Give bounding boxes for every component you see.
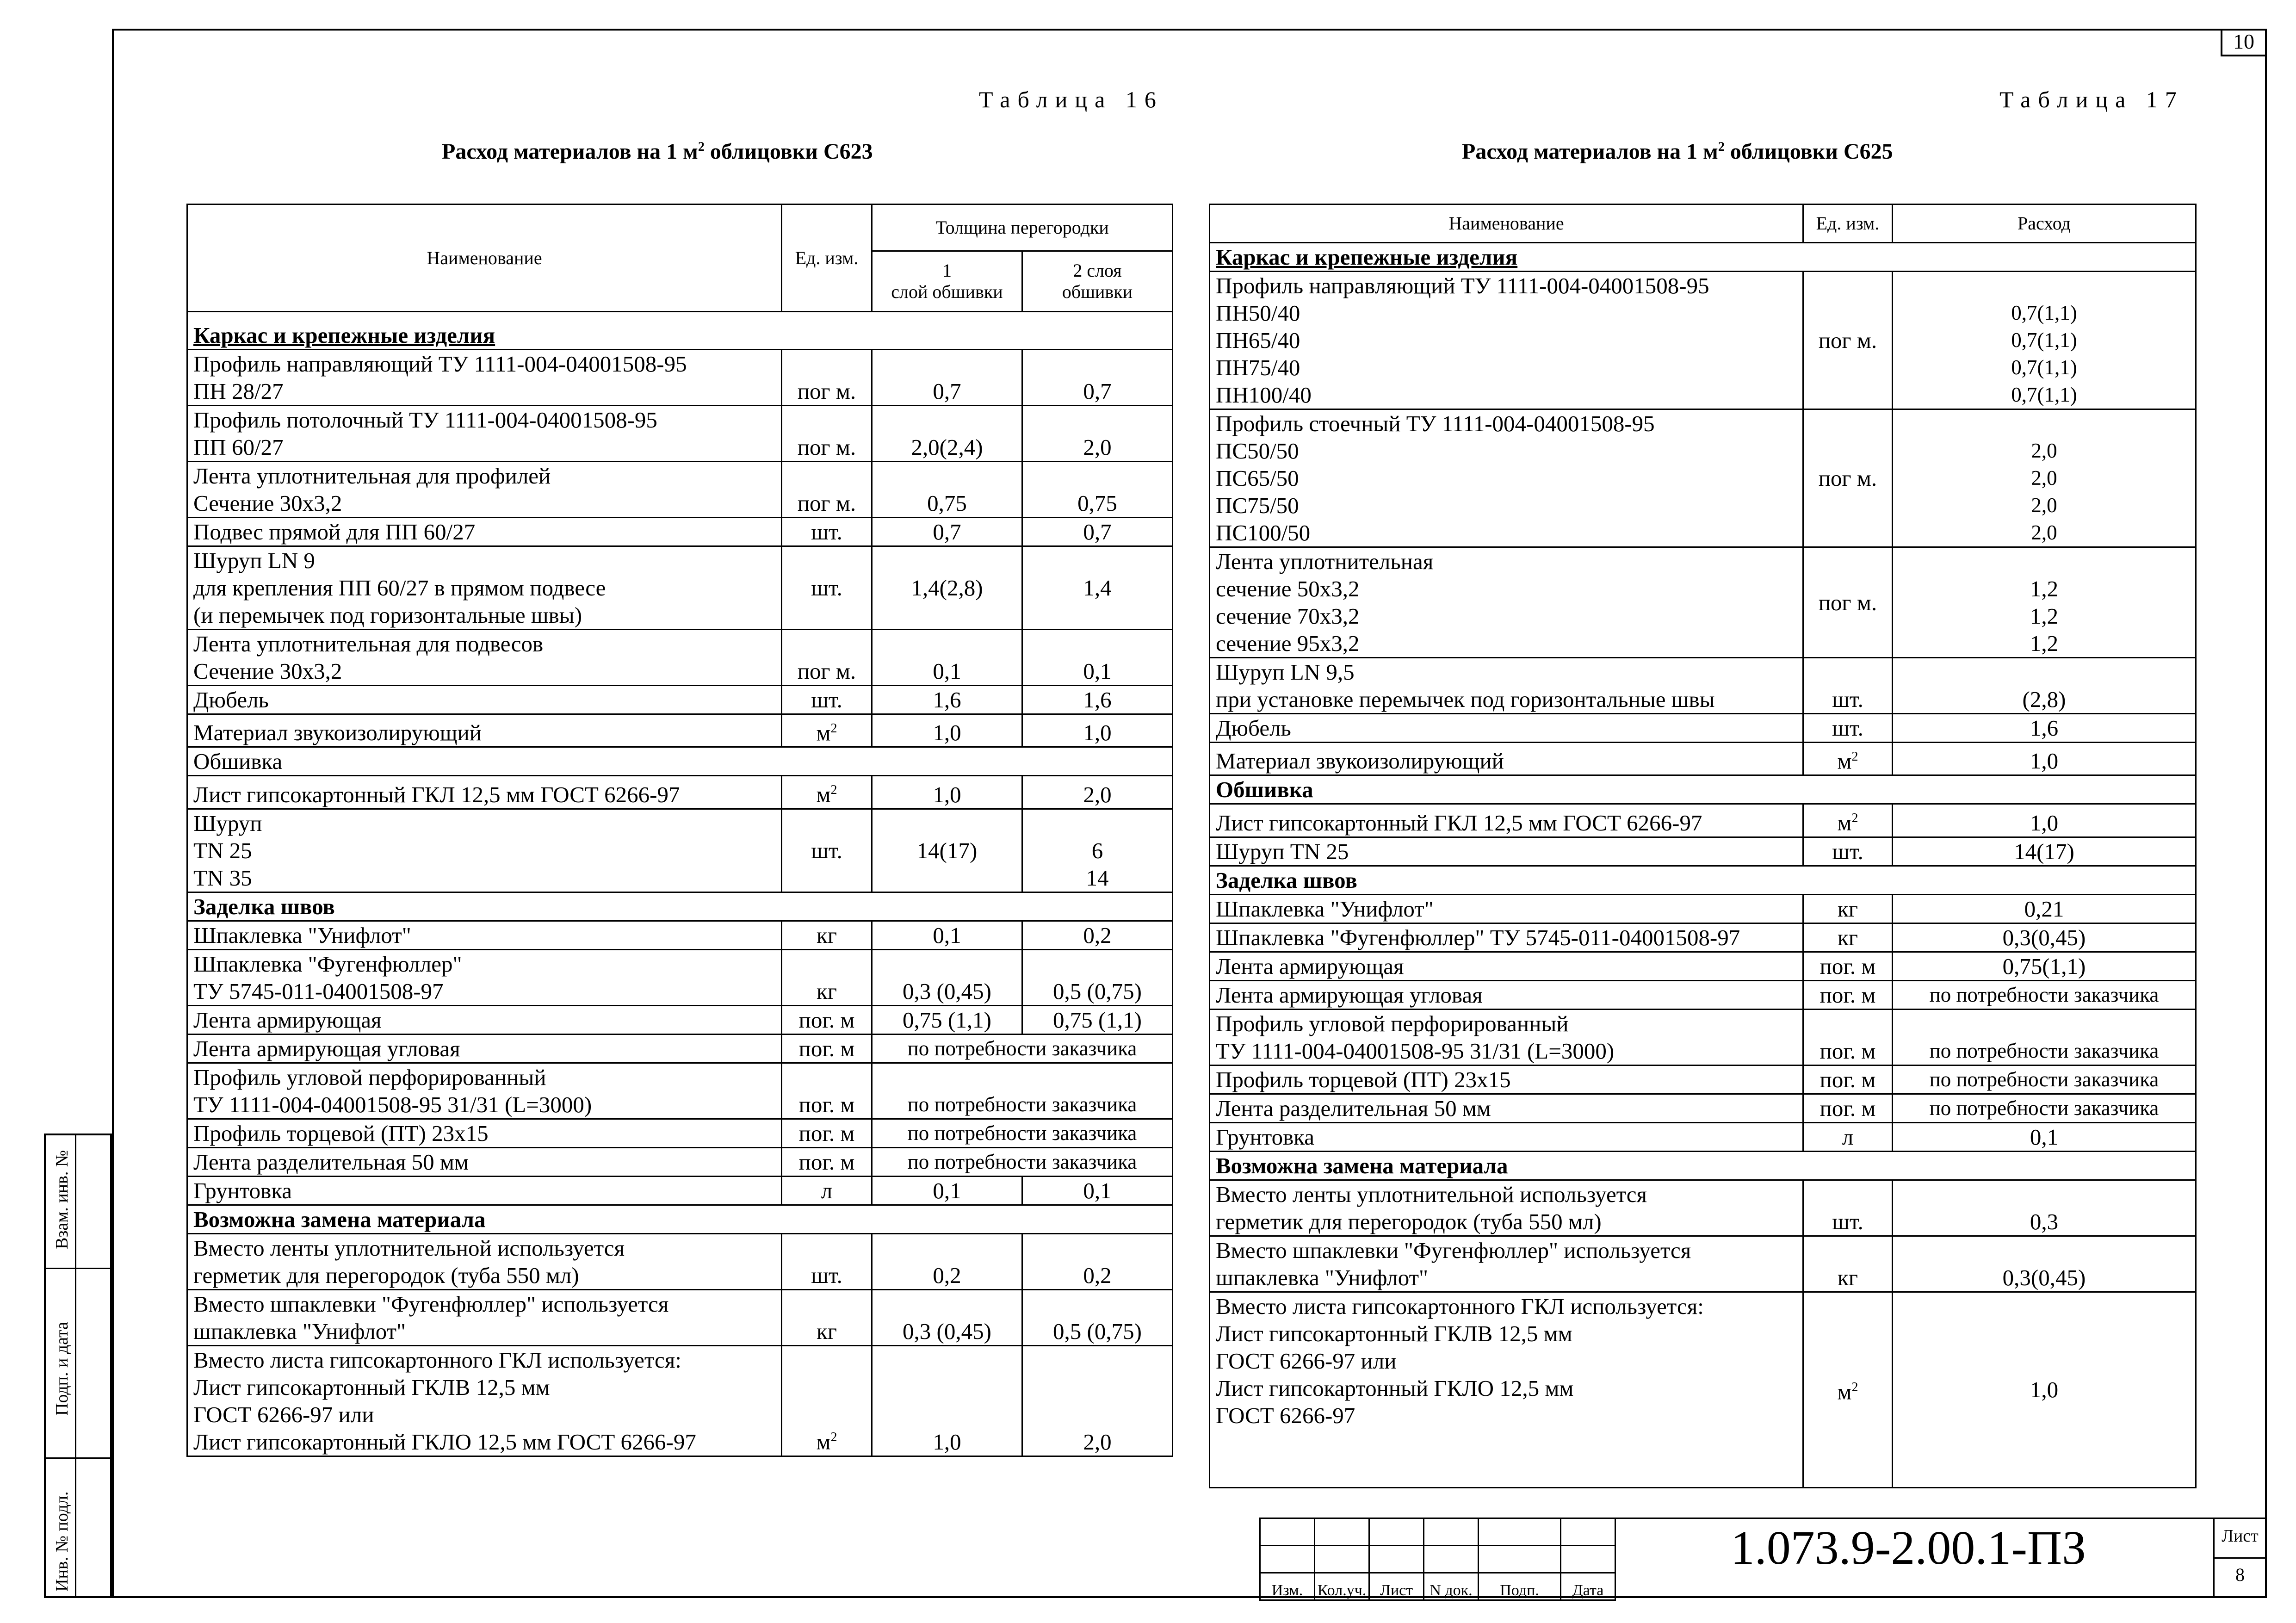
consumption-2-layers: 0,1	[1022, 630, 1173, 686]
consumption: 0,21	[1893, 894, 2196, 923]
unit: шт.	[782, 809, 872, 892]
unit: кг	[782, 949, 872, 1005]
material-name: Профиль потолочный ТУ 1111-004-04001508-95 ПП 60/27	[187, 406, 782, 462]
section-title: Каркас и крепежные изделия	[187, 312, 1173, 350]
sheet-number: 8	[2235, 1564, 2245, 1585]
unit: пог. м	[782, 1119, 872, 1147]
table-row	[187, 1345, 1173, 1456]
table-row	[187, 921, 1173, 949]
consumption-1-layer: 0,3 (0,45)	[872, 1289, 1022, 1345]
table-row	[1210, 804, 2196, 837]
consumption: 1,0	[1893, 1292, 2196, 1487]
section-title: Заделка швов	[1210, 866, 2196, 894]
unit: $м^2$	[782, 714, 872, 747]
material-name: Профиль торцевой (ПТ) 23х15	[187, 1119, 782, 1147]
consumption-1-layer: 0,75 (1,1)	[872, 1005, 1022, 1034]
table-row	[187, 1176, 1173, 1205]
consumption: 0,3(0,45)	[1893, 1236, 2196, 1292]
material-name: Шпаклевка "Фугенфюллер" ТУ 5745-011-04001508-97	[187, 949, 782, 1005]
table-row	[187, 949, 1173, 1005]
unit: $м^2$	[1803, 743, 1893, 775]
section-title: Обшивка	[1210, 775, 2196, 804]
sheet-box-divider	[2213, 1557, 2267, 1559]
material-name: Вместо шпаклевки "Фугенфюллер" используется шпаклевка "Унифлот"	[1210, 1236, 1803, 1292]
consumption: 1,6	[1893, 714, 2196, 743]
table-row	[1210, 547, 2196, 658]
consumption-2-layers: 0,1	[1022, 1176, 1173, 1205]
consumption: по потребности заказчика	[1893, 1009, 2196, 1065]
unit: $м^2$	[782, 1345, 872, 1456]
consumption: 0,3	[1893, 1180, 2196, 1236]
unit: пог. м	[782, 1063, 872, 1119]
document-code: 1.073.9-2.00.1-ПЗ	[1730, 1521, 2086, 1574]
title-block-border	[1615, 1518, 2267, 1519]
header-amount: Расход	[1893, 204, 2196, 243]
material-name: Шпаклевка "Унифлот"	[187, 921, 782, 949]
side-label-sign-date: Подп. и дата	[52, 1321, 72, 1416]
material-name: Вместо шпаклевки "Фугенфюллер" используется шпаклевка "Унифлот"	[187, 1289, 782, 1345]
table-row	[187, 1233, 1173, 1289]
unit: шт.	[782, 518, 872, 546]
section-title: Возможна замена материала	[1210, 1151, 2196, 1180]
consumption-1-layer: 1,6	[872, 686, 1022, 714]
table-row	[1210, 894, 2196, 923]
table-row	[1210, 952, 2196, 980]
material-name: Шуруп TN 25 TN 35	[187, 809, 782, 892]
stamp-header: Лист	[1369, 1573, 1424, 1600]
table-row	[187, 686, 1173, 714]
material-name: Дюбель	[1210, 714, 1803, 743]
material-name: Лист гипсокартонный ГКЛ 12,5 мм ГОСТ 6266-97	[1210, 804, 1803, 837]
table-row	[187, 1063, 1173, 1119]
material-name: Профиль торцевой (ПТ) 23х15	[1210, 1065, 1803, 1094]
consumption-1-layer: 1,0	[872, 714, 1022, 747]
consumption: (2,8)	[1893, 658, 2196, 714]
table-row	[1210, 775, 2196, 804]
header-col2: 2 слоя обшивки	[1022, 251, 1173, 312]
consumption-1-layer: 2,0(2,4)	[872, 406, 1022, 462]
side-divider	[44, 1457, 112, 1459]
table-row	[187, 462, 1173, 518]
table-row	[1210, 1122, 2196, 1151]
table-row	[1210, 658, 2196, 714]
unit: пог м.	[782, 630, 872, 686]
table-row	[187, 406, 1173, 462]
header-col1: 1 слой обшивки	[872, 251, 1022, 312]
unit: пог. м	[782, 1147, 872, 1176]
table-row	[187, 1205, 1173, 1233]
consumption-1-layer: 0,3 (0,45)	[872, 949, 1022, 1005]
table17	[1209, 204, 2197, 1488]
table-row	[187, 1147, 1173, 1176]
unit: кг	[1803, 1236, 1893, 1292]
table-row	[1210, 1151, 2196, 1180]
stamp-header: Подп.	[1479, 1573, 1561, 1600]
unit: пог. м	[1803, 1009, 1893, 1065]
table-row	[187, 892, 1173, 921]
table-row	[1210, 743, 2196, 775]
table-row	[187, 1289, 1173, 1345]
unit: пог. м	[1803, 1094, 1893, 1122]
consumption-1-layer: 14(17)	[872, 809, 1022, 892]
sheet-label: Лист	[2222, 1526, 2259, 1546]
material-name: Лента армирующая	[1210, 952, 1803, 980]
material-name: Профиль стоечный ТУ 1111-004-04001508-95 ПС50/50 ПС65/50 ПС75/50 ПС100/50	[1210, 409, 1803, 547]
material-name: Грунтовка	[1210, 1122, 1803, 1151]
material-name: Профиль направляющий ТУ 1111-004-04001508-95 ПН50/40 ПН65/40 ПН75/40 ПН100/40	[1210, 272, 1803, 409]
unit: $м^2$	[1803, 804, 1893, 837]
table-row	[187, 546, 1173, 630]
stamp-header: Дата	[1561, 1573, 1615, 1600]
consumption-2-layers: 0,2	[1022, 921, 1173, 949]
consumption: по потребности заказчика	[872, 1063, 1173, 1119]
unit: пог м.	[1803, 409, 1893, 547]
table-row	[187, 776, 1173, 809]
unit: шт.	[782, 546, 872, 630]
material-name: Лента разделительная 50 мм	[187, 1147, 782, 1176]
table-row	[1210, 409, 2196, 547]
table-row	[187, 714, 1173, 747]
unit: шт.	[782, 1233, 872, 1289]
unit: шт.	[782, 686, 872, 714]
table16-caption: Расход материалов на 1 $м^2$ облицовки С623	[442, 139, 873, 164]
unit: пог. м	[1803, 980, 1893, 1009]
material-name: Профиль угловой перфорированный ТУ 1111-004-04001508-95 31/31 (L=3000)	[1210, 1009, 1803, 1065]
consumption-1-layer: 0,7	[872, 350, 1022, 406]
consumption: по потребности заказчика	[872, 1034, 1173, 1063]
unit: $м^2$	[1803, 1292, 1893, 1487]
table-row	[187, 312, 1173, 350]
unit: пог м.	[782, 462, 872, 518]
material-name: Материал звукоизолирующий	[187, 714, 782, 747]
consumption-2-layers: 1,4	[1022, 546, 1173, 630]
table-row	[187, 630, 1173, 686]
material-name: Лента уплотнительная сечение 50х3,2 сечение 70х3,2 сечение 95х3,2	[1210, 547, 1803, 658]
consumption-1-layer: 0,7	[872, 518, 1022, 546]
unit: л	[1803, 1122, 1893, 1151]
consumption: по потребности заказчика	[1893, 980, 2196, 1009]
material-name: Шуруп LN 9 для крепления ПП 60/27 в прямом подвесе (и перемычек под горизонтальные швы)	[187, 546, 782, 630]
table-row	[1210, 1180, 2196, 1236]
consumption: 0,1	[1893, 1122, 2196, 1151]
material-name: Шуруп TN 25	[1210, 837, 1803, 866]
unit: $м^2$	[782, 776, 872, 809]
unit: кг	[782, 921, 872, 949]
material-name: Лента армирующая	[187, 1005, 782, 1034]
consumption-1-layer: 1,0	[872, 1345, 1022, 1456]
consumption-2-layers: 2,0	[1022, 406, 1173, 462]
stamp-header: Изм.	[1260, 1573, 1315, 1600]
unit: пог. м	[1803, 952, 1893, 980]
table16	[186, 204, 1173, 1457]
table-row	[1210, 1236, 2196, 1292]
table17-caption: Расход материалов на 1 $м^2$ облицовки С625	[1462, 139, 1893, 164]
header-thickness: Толщина перегородки	[872, 204, 1173, 251]
section-title: Заделка швов	[187, 892, 1173, 921]
material-name: Шуруп LN 9,5 при установке перемычек под горизонтальные швы	[1210, 658, 1803, 714]
material-name: Лист гипсокартонный ГКЛ 12,5 мм ГОСТ 6266-97	[187, 776, 782, 809]
unit: пог м.	[1803, 272, 1893, 409]
consumption-2-layers: 0,5 (0,75)	[1022, 1289, 1173, 1345]
unit: пог м.	[1803, 547, 1893, 658]
consumption-1-layer: 0,1	[872, 921, 1022, 949]
material-name: Материал звукоизолирующий	[1210, 743, 1803, 775]
unit: шт.	[1803, 1180, 1893, 1236]
consumption-1-layer: 0,1	[872, 1176, 1022, 1205]
consumption-2-layers: 0,75 (1,1)	[1022, 1005, 1173, 1034]
material-name: Шпаклевка "Фугенфюллер" ТУ 5745-011-04001508-97	[1210, 923, 1803, 952]
material-name: Лента армирующая угловая	[187, 1034, 782, 1063]
header-unit: Ед. изм.	[1803, 204, 1893, 243]
table-row	[1210, 1065, 2196, 1094]
consumption: 0,3(0,45)	[1893, 923, 2196, 952]
table-row	[1210, 1094, 2196, 1122]
material-name: Лента армирующая угловая	[1210, 980, 1803, 1009]
consumption: 0,75(1,1)	[1893, 952, 2196, 980]
consumption: по потребности заказчика	[872, 1119, 1173, 1147]
title-block-stamp	[1259, 1518, 1616, 1601]
unit: кг	[1803, 923, 1893, 952]
consumption-2-layers: 0,75	[1022, 462, 1173, 518]
unit: л	[782, 1176, 872, 1205]
table-row	[187, 518, 1173, 546]
table-row	[187, 350, 1173, 406]
stamp-header: N док.	[1424, 1573, 1479, 1600]
page-number: 10	[2221, 29, 2267, 56]
table-row	[187, 1119, 1173, 1147]
consumption: 2,0 2,0 2,0 2,0	[1893, 409, 2196, 547]
material-name: Лента уплотнительная для подвесов Сечение 30х3,2	[187, 630, 782, 686]
table-row	[1210, 1009, 2196, 1065]
unit: пог м.	[782, 350, 872, 406]
consumption-2-layers: 1,6	[1022, 686, 1173, 714]
consumption: 1,0	[1893, 743, 2196, 775]
stamp-header-row	[1260, 1573, 1615, 1600]
consumption-2-layers: 2,0	[1022, 1345, 1173, 1456]
consumption-2-layers: 6 14	[1022, 809, 1173, 892]
consumption-2-layers: 0,5 (0,75)	[1022, 949, 1173, 1005]
side-label-replace-inv: Взам. инв. №	[52, 1150, 72, 1249]
table-row	[1210, 866, 2196, 894]
consumption-2-layers: 2,0	[1022, 776, 1173, 809]
section-title: Возможна замена материала	[187, 1205, 1173, 1233]
table-row	[187, 1005, 1173, 1034]
section-title: Каркас и крепежные изделия	[1210, 243, 2196, 272]
table-row	[187, 1034, 1173, 1063]
material-name: Вместо ленты уплотнительной используется герметик для перегородок (туба 550 мл)	[187, 1233, 782, 1289]
unit: шт.	[1803, 837, 1893, 866]
table-row	[1210, 1292, 2196, 1487]
table-row	[1210, 923, 2196, 952]
consumption: 1,0	[1893, 804, 2196, 837]
table-row	[1210, 837, 2196, 866]
table16-number: Таблица 16	[979, 87, 1163, 112]
unit: кг	[1803, 894, 1893, 923]
material-name: Вместо листа гипсокартонного ГКЛ используется: Лист гипсокартонный ГКЛВ 12,5 мм ГОСТ 6266-97 или Лист гипсокартонный ГКЛО 12,5 мм ГОСТ 6266-97	[1210, 1292, 1803, 1487]
consumption-1-layer: 1,0	[872, 776, 1022, 809]
section-title: Обшивка	[187, 747, 1173, 776]
material-name: Дюбель	[187, 686, 782, 714]
consumption-2-layers: 0,2	[1022, 1233, 1173, 1289]
table-row	[1210, 714, 2196, 743]
consumption-1-layer: 0,1	[872, 630, 1022, 686]
consumption-1-layer: 0,75	[872, 462, 1022, 518]
consumption-1-layer: 1,4(2,8)	[872, 546, 1022, 630]
unit: шт.	[1803, 714, 1893, 743]
header-name: Наименование	[1210, 204, 1803, 243]
table16-header-row	[187, 204, 1173, 251]
consumption-2-layers: 0,7	[1022, 518, 1173, 546]
table17-number: Таблица 17	[1999, 87, 2184, 112]
table-row	[187, 809, 1173, 892]
material-name: Вместо листа гипсокартонного ГКЛ используется: Лист гипсокартонный ГКЛВ 12,5 мм ГОСТ 6266-97 или Лист гипсокартонный ГКЛО 12,5 мм ГОСТ 6266-97	[187, 1345, 782, 1456]
unit: шт.	[1803, 658, 1893, 714]
unit: пог. м	[1803, 1065, 1893, 1094]
material-name: Вместо ленты уплотнительной используется герметик для перегородок (туба 550 мл)	[1210, 1180, 1803, 1236]
material-name: Подвес прямой для ПП 60/27	[187, 518, 782, 546]
unit: пог. м	[782, 1005, 872, 1034]
side-label-inv-orig: Инв. № подл.	[52, 1491, 72, 1592]
consumption: по потребности заказчика	[1893, 1094, 2196, 1122]
header-name: Наименование	[187, 204, 782, 312]
material-name: Лента разделительная 50 мм	[1210, 1094, 1803, 1122]
unit: кг	[782, 1289, 872, 1345]
table-row	[1210, 243, 2196, 272]
stamp-header: Кол.уч.	[1315, 1573, 1369, 1600]
material-name: Профиль направляющий ТУ 1111-004-04001508-95 ПН 28/27	[187, 350, 782, 406]
material-name: Грунтовка	[187, 1176, 782, 1205]
consumption: по потребности заказчика	[872, 1147, 1173, 1176]
consumption: 14(17)	[1893, 837, 2196, 866]
table-row	[1210, 272, 2196, 409]
consumption: по потребности заказчика	[1893, 1065, 2196, 1094]
material-name: Профиль угловой перфорированный ТУ 1111-004-04001508-95 31/31 (L=3000)	[187, 1063, 782, 1119]
consumption-1-layer: 0,2	[872, 1233, 1022, 1289]
consumption-2-layers: 1,0	[1022, 714, 1173, 747]
consumption: 1,2 1,2 1,2	[1893, 547, 2196, 658]
side-divider	[44, 1268, 112, 1269]
material-name: Шпаклевка "Унифлот"	[1210, 894, 1803, 923]
unit: пог м.	[782, 406, 872, 462]
header-unit: Ед. изм.	[782, 204, 872, 312]
table-row	[1210, 980, 2196, 1009]
material-name: Лента уплотнительная для профилей Сечение 30х3,2	[187, 462, 782, 518]
consumption-2-layers: 0,7	[1022, 350, 1173, 406]
table17-header-row	[1210, 204, 2196, 243]
table-row	[187, 747, 1173, 776]
unit: пог. м	[782, 1034, 872, 1063]
consumption: 0,7(1,1) 0,7(1,1) 0,7(1,1) 0,7(1,1)	[1893, 272, 2196, 409]
